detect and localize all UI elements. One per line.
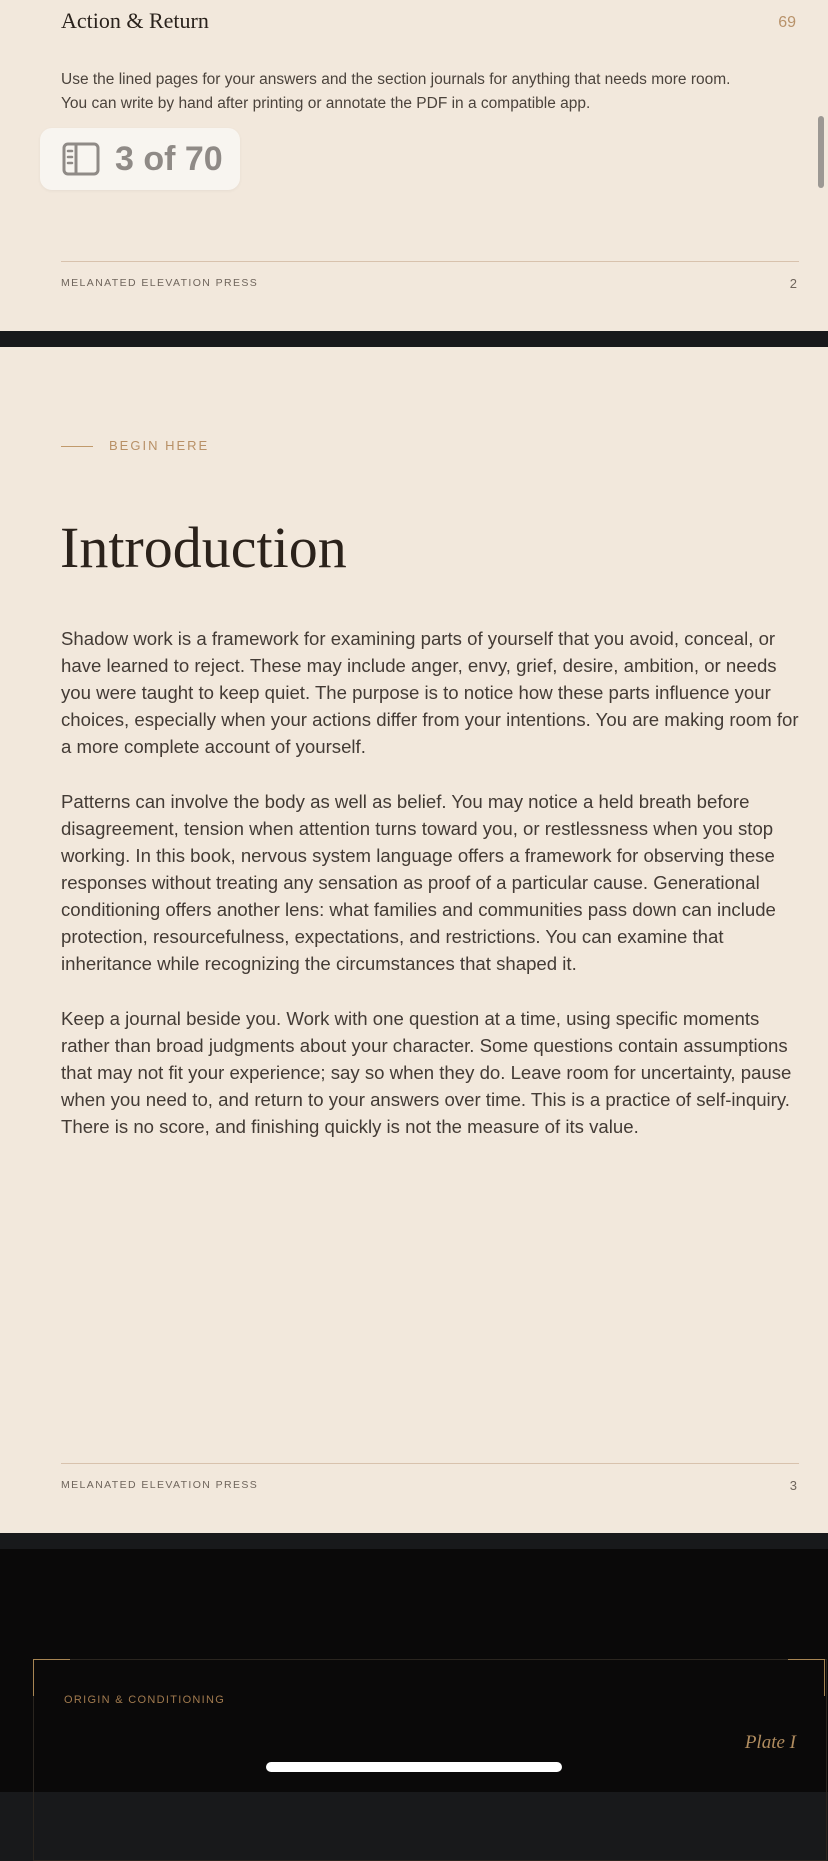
footer-divider <box>61 1463 799 1464</box>
eyebrow-rule <box>61 446 93 447</box>
usage-note-line: You can write by hand after printing or annotate the PDF in a compatible app. <box>61 95 591 112</box>
sidebar-icon <box>62 142 100 176</box>
toc-entry[interactable] <box>61 8 796 38</box>
document-page-3 <box>0 347 828 1533</box>
home-indicator[interactable] <box>266 1762 562 1772</box>
frame-corner-ornament <box>33 1659 70 1696</box>
toc-entry-title: Action & Return <box>61 8 209 33</box>
page-indicator[interactable] <box>40 128 240 190</box>
footer-page-number: 3 <box>789 1478 797 1493</box>
section-eyebrow: BEGIN HERE <box>109 438 210 453</box>
footer-divider <box>61 261 799 262</box>
toc-entry-page: 69 <box>778 14 796 31</box>
usage-note <box>61 68 801 116</box>
document-page-4 <box>0 1549 828 1792</box>
footer-publisher: MELANATED ELEVATION PRESS <box>61 1479 259 1491</box>
page-indicator-label: 3 of 70 <box>115 140 223 178</box>
body-paragraph: Keep a journal beside you. Work with one question at a time, using specific moments rather than broad judgments about your character. Some questions contain assumptions that may not fit your experience; say so when they do. Leave room for uncertainty, pause when you need to, and return to your answers over time. This is a practice of self-inquiry. There is no score, and finishing quickly is not the measure of its value. <box>61 1008 792 1137</box>
body-paragraph: Shadow work is a framework for examining parts of yourself that you avoid, conceal, or have learned to reject. These may include anger, envy, grief, desire, ambition, or needs you were taught to keep quiet. The purpose is to notice how these parts influence your choices, especially when your actions differ from your intentions. You are making room for a more complete account of yourself. <box>61 628 799 757</box>
page-title: Introduction <box>60 515 347 580</box>
body-paragraph: Patterns can involve the body as well as belief. You may notice a held breath before disagreement, tension when attention turns toward you, or restlessness when you stop working. In this book, nervous system language offers a framework for observing these responses without treating any sensation as proof of a particular cause. Generational conditioning offers another lens: what families and communities pass down can include protection, resourcefulness, expectations, and restrictions. You can examine that inheritance while recognizing the circumstances that shaped it. <box>61 791 776 974</box>
footer-page-number: 2 <box>789 276 797 291</box>
vertical-scrollbar[interactable] <box>818 116 824 188</box>
plate-label: Plate I <box>744 1732 796 1753</box>
footer-publisher: MELANATED ELEVATION PRESS <box>61 277 259 289</box>
section-eyebrow: ORIGIN & CONDITIONING <box>64 1694 226 1706</box>
frame-corner-ornament <box>788 1659 825 1696</box>
plate-frame <box>33 1659 827 1861</box>
intro-body <box>61 625 801 1168</box>
usage-note-line: Use the lined pages for your answers and the section journals for anything that needs more room. <box>61 71 731 88</box>
